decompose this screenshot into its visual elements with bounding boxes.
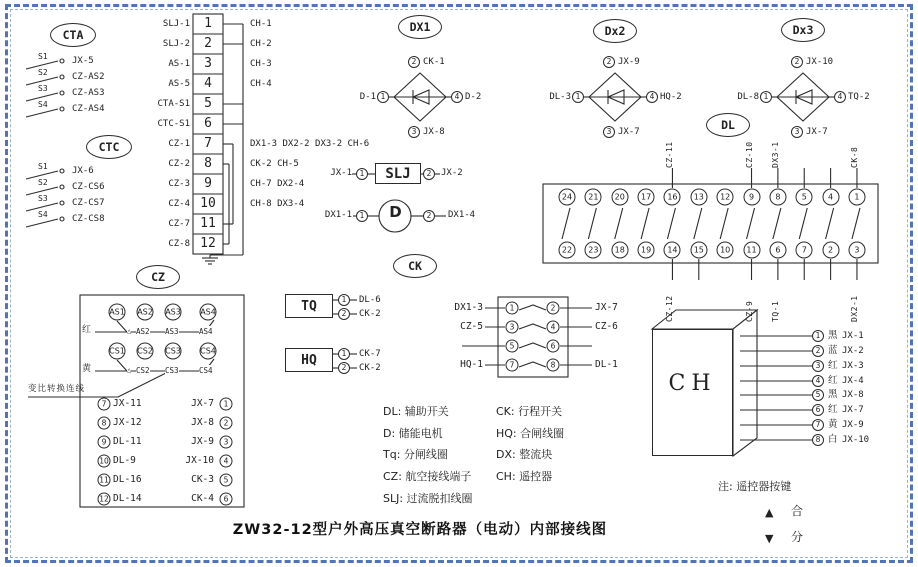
cz-pin: 9 xyxy=(98,436,111,449)
terminal-number: 5 xyxy=(204,96,212,111)
terminal-right-label: CH-3 xyxy=(250,59,272,69)
legend-entry: SLJ: 过流脱扣线圈 xyxy=(383,492,473,505)
terminal-number: 12 xyxy=(200,236,216,251)
dl-contact-blade xyxy=(615,208,623,239)
terminal-left-label: CZ-1 xyxy=(168,139,190,149)
dl-wire-label-bottom: CZ-9 xyxy=(744,300,754,322)
switch-target-label: CZ-AS3 xyxy=(72,88,105,98)
terminal-right-label: CK-2 CH-5 xyxy=(250,159,299,169)
ck-row-left-label: HQ-1 xyxy=(460,359,483,370)
terminal-left-label: CZ-3 xyxy=(168,179,190,189)
ch-wire-color: 黄 xyxy=(828,419,838,430)
cz-terminal-circle: AS2 xyxy=(137,304,154,321)
rectifier-wire-label: JX-7 xyxy=(618,127,640,137)
ck-pin: 5 xyxy=(506,340,519,353)
tq-pin-2-target: CK-2 xyxy=(359,309,381,319)
cz-pin: 6 xyxy=(220,493,233,506)
dl-contact-blade xyxy=(588,208,596,239)
switch-s-label: S2 xyxy=(38,68,48,77)
dx2-label: Dx2 xyxy=(593,19,637,43)
switch-terminal xyxy=(60,59,64,63)
ck-pin: 6 xyxy=(547,340,560,353)
dl-contact-bottom: 18 xyxy=(611,242,628,259)
rectifier-pin: 3 xyxy=(408,126,420,138)
switch-terminal xyxy=(60,169,64,173)
rectifier-pin: 4 xyxy=(834,91,846,103)
ck-row-right-label: DL-1 xyxy=(595,359,618,370)
ch-wire-color: 红 xyxy=(828,404,838,415)
terminal-left-label: CTC-S1 xyxy=(157,119,190,129)
terminal-right-label: CH-4 xyxy=(250,79,272,89)
close-button-symbol: ▲ xyxy=(765,506,774,519)
dl-contact-bottom: 15 xyxy=(690,242,707,259)
dl-contact-top: 16 xyxy=(664,189,681,206)
page-title: ZW32-12型户外高压真空断路器（电动）内部接线图 xyxy=(232,522,608,538)
dl-contact-bottom: 22 xyxy=(559,242,576,259)
ch-note: 注: 遥控器按键 xyxy=(718,480,792,493)
cz-row-right-label: JX-7 xyxy=(191,398,214,409)
legend-entry: DL: 辅助开关 xyxy=(383,405,449,418)
switch-s-label: S2 xyxy=(38,178,48,187)
switch-blade xyxy=(26,109,58,117)
terminal-number: 7 xyxy=(204,136,212,151)
ck-pin: 4 xyxy=(547,321,560,334)
switch-blade xyxy=(26,219,58,227)
ch-wire-target: JX-8 xyxy=(842,390,864,400)
terminal-number: 4 xyxy=(204,76,212,91)
terminal-number: 10 xyxy=(200,196,216,211)
ch-wire-target: JX-7 xyxy=(842,405,864,415)
dl-contact-blade xyxy=(694,208,702,239)
terminal-right-label: CH-2 xyxy=(250,39,272,49)
cz-link-label: CS4 xyxy=(199,366,213,375)
cz-link-wire xyxy=(117,360,127,371)
ch-wire-target: JX-9 xyxy=(842,420,864,430)
switch-s-label: S3 xyxy=(38,194,48,203)
switch-terminal xyxy=(60,201,64,205)
cz-link-label: CS2 xyxy=(136,366,150,375)
ck-contact-blade xyxy=(519,362,546,367)
ck-pin: 2 xyxy=(547,302,560,315)
cz-terminal-circle: CS4 xyxy=(200,343,217,360)
cta-label: CTA xyxy=(50,23,96,47)
dl-contact-bottom: 19 xyxy=(638,242,655,259)
terminal-right-label: CH-8 DX3-4 xyxy=(250,199,305,209)
slj-pin-2: 2 xyxy=(423,168,435,180)
cz-row-right-label: JX-9 xyxy=(191,436,214,447)
cz-row-right-label: CK-4 xyxy=(191,493,214,504)
ck-contact-blade xyxy=(519,343,546,348)
cz-pin: 1 xyxy=(220,398,233,411)
dl-contact-top: 21 xyxy=(585,189,602,206)
ch-wire-pin: 4 xyxy=(812,375,824,387)
switch-s-label: S4 xyxy=(38,100,48,109)
cz-row-right-label: JX-8 xyxy=(191,417,214,428)
cz-color-label: 红 xyxy=(82,325,92,335)
dl-contact-blade xyxy=(641,208,649,239)
cz-pin: 10 xyxy=(98,455,111,468)
rectifier-wire-label: D-2 xyxy=(465,92,482,102)
ck-row-left-label: DX1-3 xyxy=(454,302,483,313)
dl-contact-top: 13 xyxy=(690,189,707,206)
rectifier-pin: 4 xyxy=(646,91,658,103)
ch-box-label: CH xyxy=(668,371,717,396)
terminal-left-label: CZ-7 xyxy=(168,219,190,229)
cz-side-note: 变比转换连线 xyxy=(28,384,86,394)
rectifier-wire-label: JX-10 xyxy=(806,57,834,67)
rectifier-pin: 1 xyxy=(760,91,772,103)
cz-row-right-label: CK-3 xyxy=(191,474,214,485)
legend-entry: CH: 遥控器 xyxy=(496,470,553,483)
ck-row-left-label: CZ-5 xyxy=(460,321,483,332)
ch-wire-pin: 2 xyxy=(812,345,824,357)
ck-pin: 8 xyxy=(547,359,560,372)
dl-label: DL xyxy=(706,113,750,137)
rectifier-wire-label: TQ-2 xyxy=(848,92,870,102)
dl-wire-label-bottom: TQ-1 xyxy=(770,300,780,322)
legend-entry: CK: 行程开关 xyxy=(496,405,563,418)
legend-entry: CZ: 航空接线端子 xyxy=(383,470,472,483)
tq-box: TQ xyxy=(285,294,333,318)
terminal-number: 3 xyxy=(204,56,212,71)
ck-label: CK xyxy=(393,254,437,278)
cz-pin: 3 xyxy=(220,436,233,449)
ck-row-right-label: CZ-6 xyxy=(595,321,618,332)
cz-label: CZ xyxy=(136,265,180,289)
legend-entry: DX: 整流块 xyxy=(496,448,553,461)
dl-contact-blade xyxy=(562,208,570,239)
terminal-left-label: CTA-S1 xyxy=(157,99,190,109)
cz-pin: 8 xyxy=(98,417,111,430)
dl-wire-label-top: CZ-10 xyxy=(744,141,754,168)
rectifier-wire-label: JX-9 xyxy=(618,57,640,67)
rectifier-wire-label: DL-3 xyxy=(549,92,571,102)
cz-link-label: AS3 xyxy=(165,327,179,336)
close-button-label: 合 xyxy=(791,504,804,518)
legend-entry: HQ: 合闸线圈 xyxy=(496,427,565,440)
terminal-left-label: SLJ-1 xyxy=(162,19,190,29)
ch-wire-color: 黑 xyxy=(828,330,838,341)
cz-terminal-circle: AS3 xyxy=(165,304,182,321)
ch-wire-pin: 5 xyxy=(812,389,824,401)
rectifier-wire-label: HQ-2 xyxy=(660,92,682,102)
ck-pin: 7 xyxy=(506,359,519,372)
dl-contact-top: 17 xyxy=(638,189,655,206)
dl-contact-bottom: 14 xyxy=(664,242,681,259)
rectifier-pin: 1 xyxy=(377,91,389,103)
dl-wire-label-top: DX3-1 xyxy=(770,141,780,168)
ck-contact-blade xyxy=(519,305,546,310)
hq-pin-2-target: CK-2 xyxy=(359,363,381,373)
rectifier-pin: 1 xyxy=(572,91,584,103)
terminal-number: 6 xyxy=(204,116,212,131)
dl-contact-blade xyxy=(720,208,728,239)
cz-pin: 4 xyxy=(220,455,233,468)
switch-terminal xyxy=(60,217,64,221)
terminal-left-label: AS-5 xyxy=(168,79,190,89)
switch-terminal xyxy=(60,75,64,79)
cz-row-right-label: JX-10 xyxy=(185,455,214,466)
ch-wire-target: JX-2 xyxy=(842,346,864,356)
switch-target-label: CZ-AS2 xyxy=(72,72,105,82)
cz-pin: 5 xyxy=(220,474,233,487)
ch-wire-color: 蓝 xyxy=(828,345,838,356)
dl-contact-top: 8 xyxy=(769,189,786,206)
dl-contact-bottom: 7 xyxy=(796,242,813,259)
ctc-label: CTC xyxy=(86,135,132,159)
terminal-number: 8 xyxy=(204,156,212,171)
motor-left-wire-label: DX1-1 xyxy=(324,210,352,220)
switch-s-label: S3 xyxy=(38,84,48,93)
ch-wire-color: 黑 xyxy=(828,389,838,400)
hq-box: HQ xyxy=(285,348,333,372)
cz-triangle-mark: △ xyxy=(127,366,132,374)
terminal-number: 1 xyxy=(204,16,212,31)
switch-target-label: JX-6 xyxy=(72,166,94,176)
hq-pin-1-target: CK-7 xyxy=(359,349,381,359)
terminal-left-label: AS-1 xyxy=(168,59,190,69)
rectifier-wire-label: JX-7 xyxy=(806,127,828,137)
rectifier-pin: 2 xyxy=(408,56,420,68)
terminal-left-label: CZ-8 xyxy=(168,239,190,249)
cz-row-left-label: JX-12 xyxy=(113,417,142,428)
dl-contact-bottom: 3 xyxy=(848,242,865,259)
switch-s-label: S1 xyxy=(38,52,48,61)
cz-pin: 12 xyxy=(98,493,111,506)
cz-row-left-label: JX-11 xyxy=(113,398,142,409)
terminal-left-label: CZ-4 xyxy=(168,199,190,209)
dl-contact-blade xyxy=(747,208,755,239)
dl-contact-bottom: 10 xyxy=(717,242,734,259)
terminal-left-label: CZ-2 xyxy=(168,159,190,169)
dl-contact-top: 5 xyxy=(796,189,813,206)
rectifier-wire-label: D-1 xyxy=(359,92,376,102)
dl-contact-top: 4 xyxy=(822,189,839,206)
switch-terminal xyxy=(60,107,64,111)
dl-wire-label-bottom: DX2-1 xyxy=(849,295,859,322)
ch-wire-color: 红 xyxy=(828,375,838,386)
switch-target-label: JX-5 xyxy=(72,56,94,66)
ch-wire-color: 红 xyxy=(828,360,838,371)
tq-pin-1-target: DL-6 xyxy=(359,295,381,305)
dl-contact-blade xyxy=(773,208,781,239)
dl-wire-label-bottom: CZ-12 xyxy=(665,295,675,322)
dl-contact-bottom: 11 xyxy=(743,242,760,259)
ch-wire-target: JX-3 xyxy=(842,361,864,371)
cz-terminal-circle: CS1 xyxy=(109,343,126,360)
cz-link-label: CS3 xyxy=(165,366,179,375)
hq-pin-1: 1 xyxy=(338,348,350,360)
rectifier-pin: 4 xyxy=(451,91,463,103)
cz-row-left-label: DL-11 xyxy=(113,436,142,447)
ch-wire-target: JX-4 xyxy=(842,376,864,386)
terminal-right-label: CH-7 DX2-4 xyxy=(250,179,305,189)
slj-pin-1: 1 xyxy=(356,168,368,180)
tq-pin-1: 1 xyxy=(338,294,350,306)
cz-terminal-circle: AS4 xyxy=(200,304,217,321)
cz-terminal-circle: AS1 xyxy=(109,304,126,321)
switch-terminal xyxy=(60,185,64,189)
ch-wire-target: JX-10 xyxy=(842,435,870,445)
ck-contact-blade xyxy=(519,324,546,329)
legend-entry: Tq: 分闸线圈 xyxy=(383,448,448,461)
dl-contact-top: 1 xyxy=(848,189,865,206)
dl-contact-top: 9 xyxy=(743,189,760,206)
cz-triangle-mark: △ xyxy=(127,327,132,335)
switch-target-label: CZ-AS4 xyxy=(72,104,105,114)
open-button-label: 分 xyxy=(791,530,804,544)
dl-contact-bottom: 23 xyxy=(585,242,602,259)
terminal-right-label: DX1-3 DX2-2 DX3-2 CH-6 xyxy=(250,139,370,149)
dl-contact-blade xyxy=(826,208,834,239)
rectifier-wire-label: CK-1 xyxy=(423,57,445,67)
switch-terminal xyxy=(60,91,64,95)
ck-pin: 3 xyxy=(506,321,519,334)
ck-row-right-label: JX-7 xyxy=(595,302,618,313)
terminal-left-label: SLJ-2 xyxy=(162,39,190,49)
legend-entry: D: 储能电机 xyxy=(383,427,443,440)
motor-right-wire-label: DX1-4 xyxy=(448,210,476,220)
dl-contact-blade xyxy=(799,208,807,239)
open-button-symbol: ▼ xyxy=(765,532,774,545)
dx1-label: DX1 xyxy=(398,15,442,39)
dl-contact-top: 12 xyxy=(717,189,734,206)
cz-row-left-label: DL-9 xyxy=(113,455,136,466)
cz-link-label: AS2 xyxy=(136,327,150,336)
ch-wire-pin: 3 xyxy=(812,360,824,372)
terminal-number: 9 xyxy=(204,176,212,191)
cz-color-label: 黄 xyxy=(82,364,92,374)
slj-box: SLJ xyxy=(375,163,421,184)
slj-right-wire-label: JX-2 xyxy=(441,168,463,178)
dl-contact-blade xyxy=(852,208,860,239)
ch-wire-pin: 7 xyxy=(812,419,824,431)
dl-contact-bottom: 6 xyxy=(769,242,786,259)
dl-contact-bottom: 2 xyxy=(822,242,839,259)
cz-link-label: AS4 xyxy=(199,327,213,336)
rectifier-pin: 2 xyxy=(791,56,803,68)
rectifier-pin: 3 xyxy=(791,126,803,138)
switch-target-label: CZ-CS6 xyxy=(72,182,105,192)
dl-contact-top: 24 xyxy=(559,189,576,206)
rectifier-pin: 2 xyxy=(603,56,615,68)
cz-terminal-circle: CS2 xyxy=(137,343,154,360)
terminal-number: 2 xyxy=(204,36,212,51)
cz-terminal-circle: CS3 xyxy=(165,343,182,360)
dx3-label: Dx3 xyxy=(781,18,825,42)
ck-pin: 1 xyxy=(506,302,519,315)
cz-pin: 7 xyxy=(98,398,111,411)
terminal-number: 11 xyxy=(200,216,216,231)
rectifier-pin: 3 xyxy=(603,126,615,138)
ch-wire-pin: 8 xyxy=(812,434,824,446)
switch-s-label: S1 xyxy=(38,162,48,171)
terminal-right-label: CH-1 xyxy=(250,19,272,29)
cz-row-left-label: DL-16 xyxy=(113,474,142,485)
cz-pin: 2 xyxy=(220,417,233,430)
ch-wire-pin: 1 xyxy=(812,330,824,342)
switch-target-label: CZ-CS7 xyxy=(72,198,105,208)
ch-wire-pin: 6 xyxy=(812,404,824,416)
tq-pin-2: 2 xyxy=(338,308,350,320)
hq-pin-2: 2 xyxy=(338,362,350,374)
slj-left-wire-label: JX-1 xyxy=(330,168,352,178)
dl-contact-top: 20 xyxy=(611,189,628,206)
rectifier-wire-label: DL-8 xyxy=(737,92,759,102)
dl-wire-label-top: CK-8 xyxy=(849,146,859,168)
cz-pin: 11 xyxy=(98,474,111,487)
cz-row-left-label: DL-14 xyxy=(113,493,142,504)
motor-pin-1: 1 xyxy=(356,210,368,222)
ch-wire-target: JX-1 xyxy=(842,331,864,341)
motor-symbol: D xyxy=(389,203,402,221)
switch-target-label: CZ-CS8 xyxy=(72,214,105,224)
dl-contact-blade xyxy=(667,208,675,239)
switch-s-label: S4 xyxy=(38,210,48,219)
ch-box-side-face xyxy=(733,310,757,456)
rectifier-wire-label: JX-8 xyxy=(423,127,445,137)
dl-wire-label-top: CZ-11 xyxy=(665,141,675,168)
cz-link-wire xyxy=(117,321,127,332)
ch-wire-color: 白 xyxy=(828,434,838,445)
motor-pin-2: 2 xyxy=(423,210,435,222)
